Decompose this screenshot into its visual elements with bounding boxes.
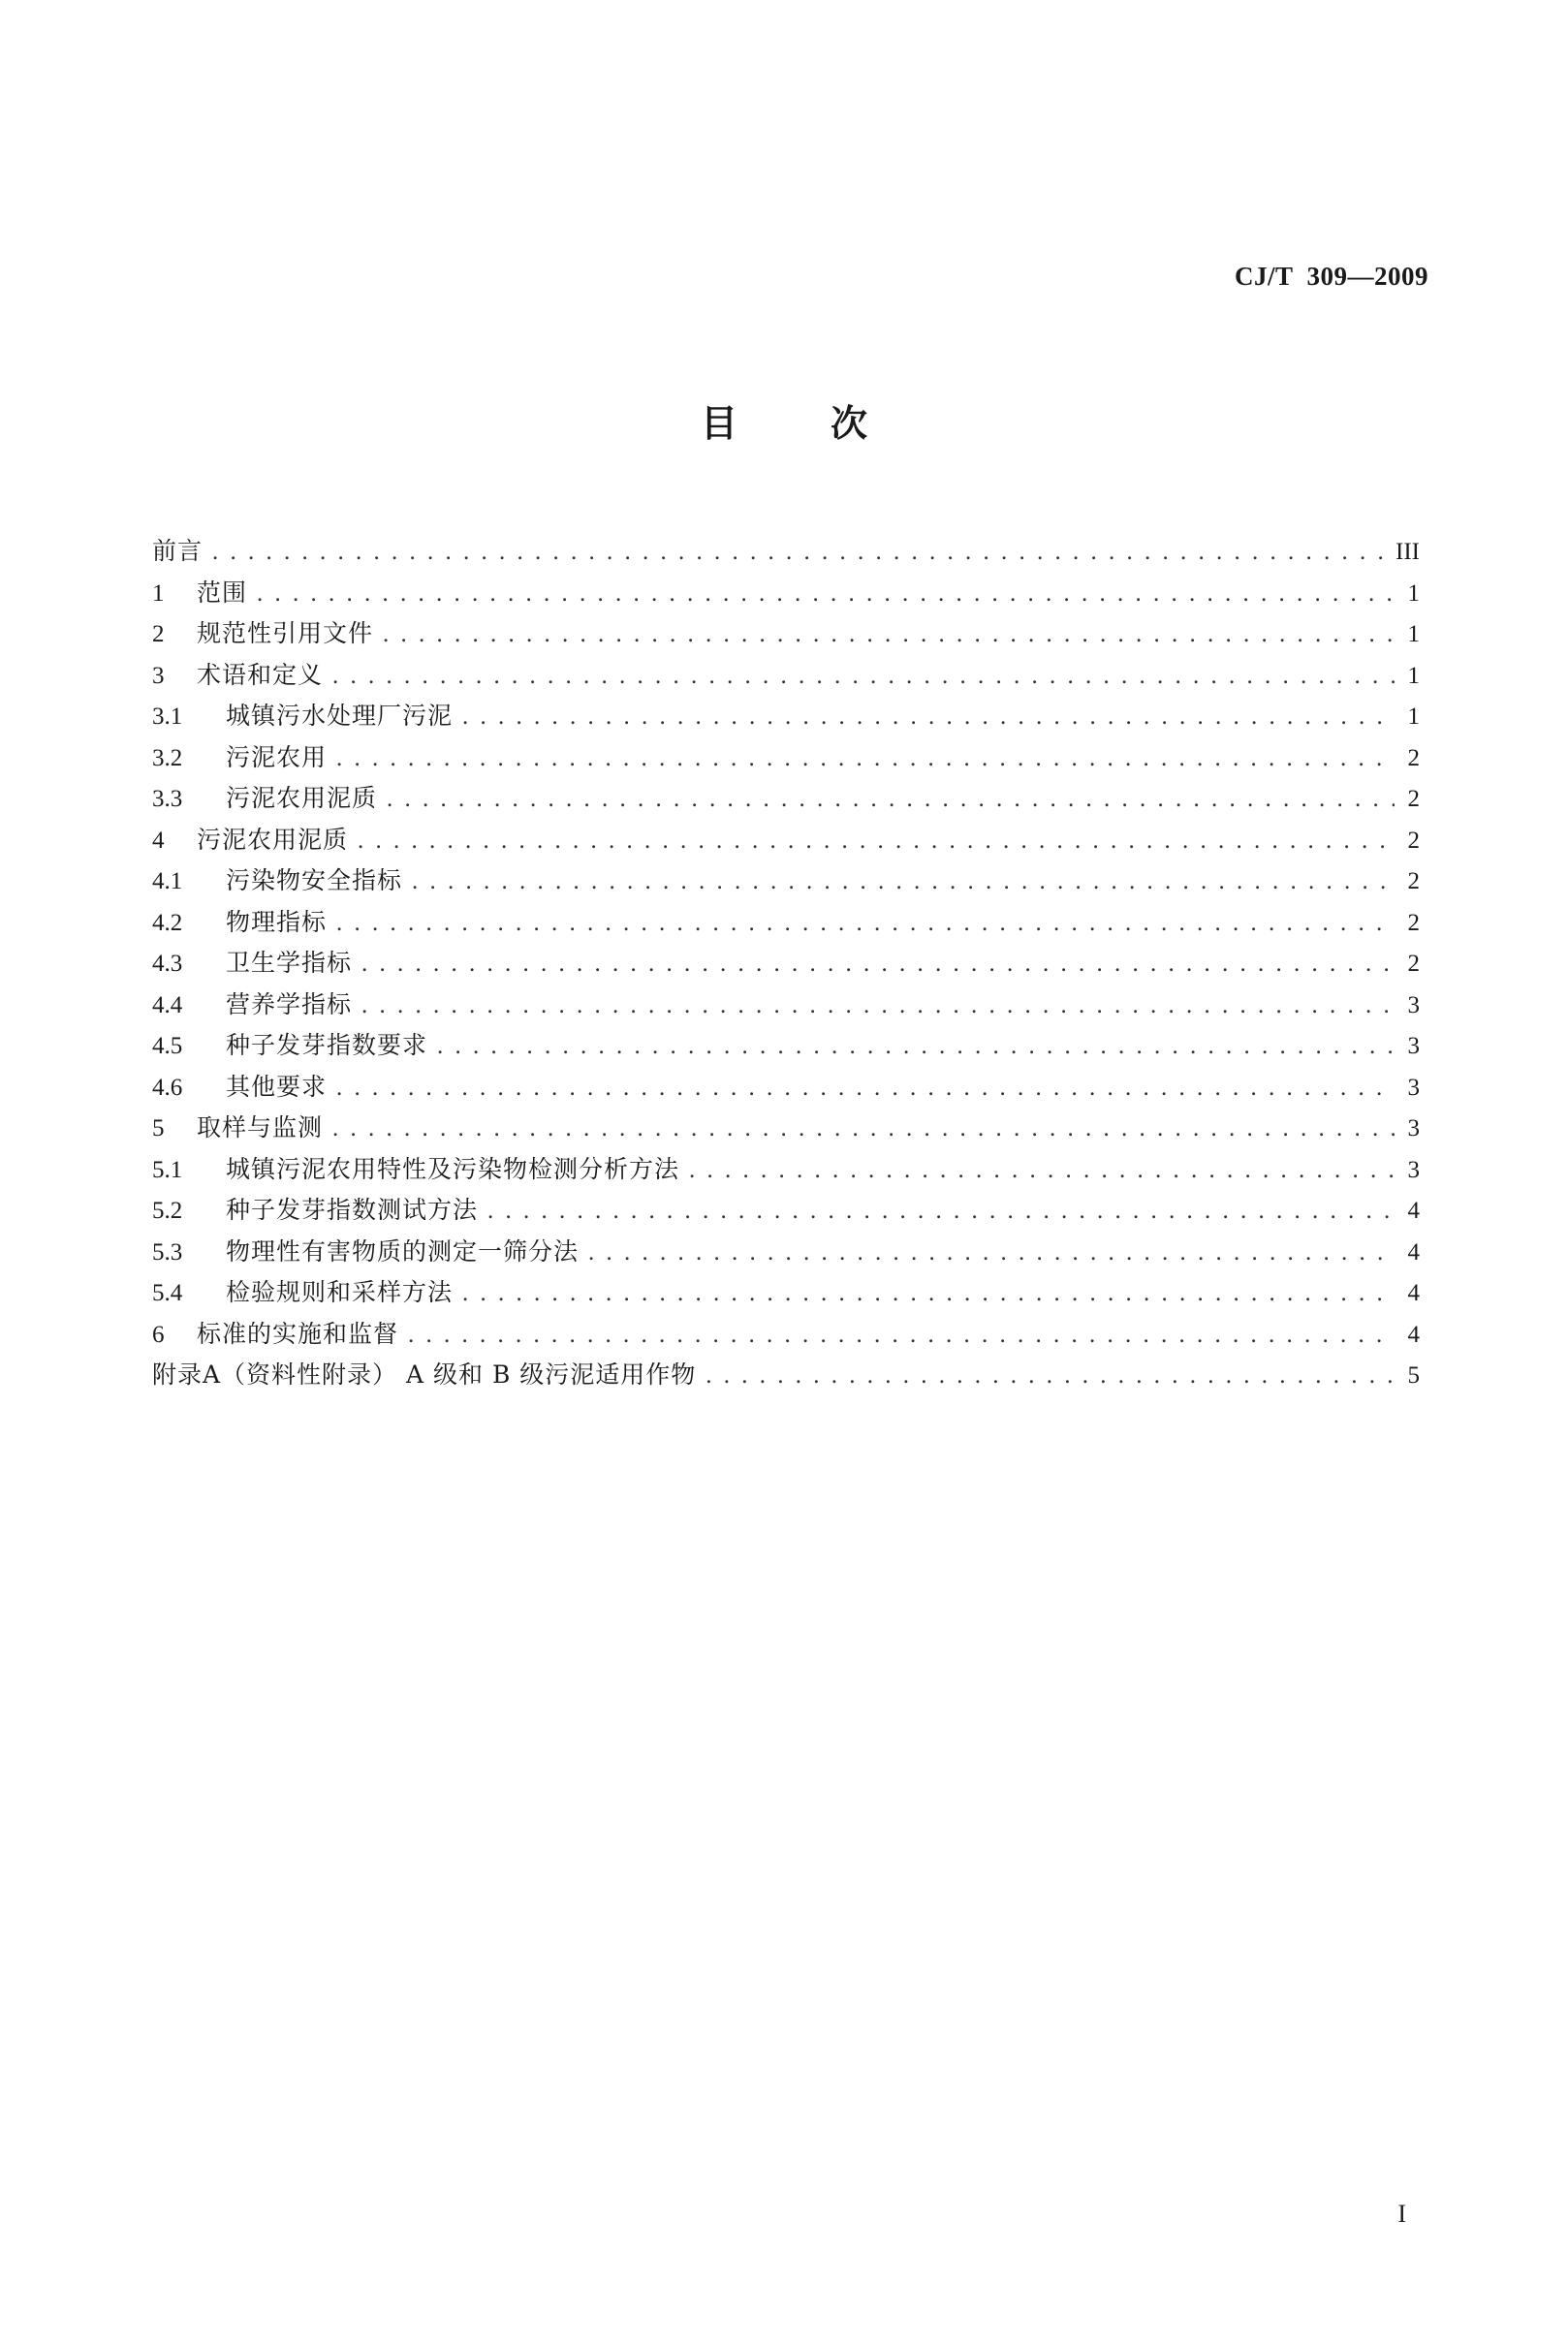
toc-entry-label: 取样与监测 [197, 1113, 324, 1141]
toc-entry-page: III [1396, 539, 1420, 565]
toc-entry[interactable] [152, 985, 1420, 1026]
toc-dot-leader [361, 985, 1395, 1027]
toc-entry-page: 2 [1407, 909, 1420, 936]
toc-entry-number: 2 [152, 621, 165, 647]
toc-entry-label: 卫生学指标 [226, 949, 353, 977]
toc-entry-number: 3.3 [152, 786, 183, 812]
toc-entry-label: 污泥农用泥质 [197, 825, 349, 854]
toc-dot-leader [358, 821, 1395, 862]
toc-entry[interactable] [152, 860, 1420, 902]
toc-dot-leader [462, 697, 1395, 738]
toc-entry-number: 1 [152, 579, 165, 607]
toc-entry[interactable] [152, 820, 1420, 861]
toc-entry[interactable] [152, 943, 1420, 985]
toc-dot-leader [332, 656, 1395, 698]
toc-entry[interactable] [152, 1232, 1420, 1273]
toc-entry-page: 4 [1407, 1280, 1420, 1306]
toc-entry-label: 污泥农用 [226, 742, 328, 771]
toc-entry[interactable] [152, 613, 1420, 655]
toc-entry-page: 2 [1407, 827, 1420, 854]
toc-entry-number: 4.5 [152, 1033, 183, 1059]
toc-entry[interactable] [152, 573, 1420, 614]
toc-entry-label: 城镇污泥农用特性及污染物检测分析方法 [226, 1154, 680, 1183]
toc-entry-page: 2 [1407, 951, 1420, 977]
toc-entry-number: 3.2 [152, 744, 183, 771]
toc-entry-page: 1 [1407, 662, 1420, 689]
toc-entry-page: 4 [1407, 1321, 1420, 1348]
toc-entry-page: 1 [1407, 704, 1420, 730]
toc-entry-number: 5.4 [152, 1280, 183, 1306]
toc-entry-label: 污泥农用泥质 [226, 784, 378, 812]
toc-entry-page: 1 [1407, 621, 1420, 647]
toc-dot-leader [361, 944, 1395, 985]
toc-entry-label: 营养学指标 [226, 989, 353, 1018]
toc-entry-page: 5 [1407, 1362, 1420, 1389]
toc-entry-number: 5.2 [152, 1198, 183, 1224]
toc-entry-label: 规范性引用文件 [197, 619, 374, 647]
toc-entry-page: 1 [1407, 579, 1420, 607]
toc-entry[interactable] [152, 902, 1420, 944]
toc-entry-number: 4.1 [152, 868, 183, 894]
toc-dot-leader [332, 1109, 1395, 1150]
toc-entry[interactable] [152, 1272, 1420, 1314]
document-code: CJ/T 309—2009 [1234, 262, 1428, 291]
toc-entry-label: 种子发芽指数测试方法 [226, 1196, 479, 1224]
toc-dot-leader [412, 861, 1395, 903]
toc-entry-label: 污染物安全指标 [226, 866, 403, 894]
toc-entry-page: 4 [1407, 1238, 1420, 1266]
toc-entry-page: 3 [1407, 1115, 1420, 1141]
toc-entry-number: 4.6 [152, 1074, 183, 1101]
toc-entry-label: 检验规则和采样方法 [226, 1278, 454, 1306]
toc-entry-number: 4 [152, 827, 165, 854]
toc-entry-number: 5 [152, 1115, 165, 1141]
toc-entry-number: 3.1 [152, 704, 183, 730]
toc-dot-leader [336, 1068, 1395, 1110]
toc-entry-page: 2 [1407, 786, 1420, 812]
toc-dot-leader [212, 532, 1386, 574]
toc-entry-number: 4.4 [152, 991, 183, 1018]
toc-entry-number: 4.3 [152, 951, 183, 977]
toc-dot-leader [689, 1150, 1395, 1192]
toc-entry-page: 3 [1407, 1033, 1420, 1059]
toc-entry[interactable] [152, 1067, 1420, 1109]
toc-entry-label: 其他要求 [226, 1072, 328, 1101]
toc-dot-leader [462, 1273, 1395, 1315]
toc-entry[interactable] [152, 531, 1420, 573]
toc-entry-label: 附录A（资料性附录） A 级和 B 级污泥适用作物 [152, 1360, 697, 1389]
toc-dot-leader [383, 614, 1395, 656]
toc-entry-page: 2 [1407, 744, 1420, 771]
toc-entry-number: 3 [152, 662, 165, 689]
toc-entry[interactable] [152, 778, 1420, 820]
toc-entry-label: 术语和定义 [197, 660, 324, 689]
page-title: 目次 [700, 402, 960, 445]
toc-entry-number: 4.2 [152, 909, 183, 936]
toc-entry[interactable] [152, 696, 1420, 737]
toc-dot-leader [437, 1026, 1395, 1068]
toc-entry[interactable] [152, 655, 1420, 697]
toc-entry[interactable] [152, 1025, 1420, 1067]
toc-entry[interactable] [152, 1108, 1420, 1149]
toc-entry-label: 城镇污水处理厂污泥 [226, 702, 454, 730]
toc-entry[interactable] [152, 1190, 1420, 1232]
toc-entry-number: 5.3 [152, 1238, 183, 1266]
toc-entry-label: 种子发芽指数要求 [226, 1031, 428, 1059]
toc-dot-leader [706, 1356, 1395, 1397]
toc-entry-number: 6 [152, 1321, 165, 1348]
toc-entry-label: 范围 [197, 578, 248, 607]
toc-dot-leader [408, 1315, 1395, 1357]
toc-dot-leader [257, 574, 1395, 615]
toc-entry-label: 物理性有害物质的测定一筛分法 [226, 1236, 580, 1266]
toc-entry-page: 3 [1407, 1156, 1420, 1183]
toc-entry-number: 5.1 [152, 1156, 183, 1183]
toc-dot-leader [336, 738, 1395, 780]
toc-dot-leader [387, 779, 1395, 821]
toc-entry-label: 物理指标 [226, 907, 328, 936]
page-number: I [1397, 2200, 1406, 2228]
toc-entry-page: 3 [1407, 1074, 1420, 1101]
toc-dot-leader [336, 903, 1395, 945]
toc-entry[interactable] [152, 1149, 1420, 1191]
toc-entry-label: 标准的实施和监督 [197, 1319, 399, 1348]
toc-entry[interactable] [152, 1355, 1420, 1396]
toc-entry-page: 4 [1407, 1198, 1420, 1224]
toc-entry-page: 2 [1407, 868, 1420, 894]
toc-entry[interactable] [152, 737, 1420, 779]
toc-entry[interactable] [152, 1314, 1420, 1356]
toc-dot-leader [487, 1191, 1395, 1233]
toc-entry-label: 前言 [152, 537, 204, 565]
toc-dot-leader [588, 1233, 1395, 1274]
toc-entry-page: 3 [1407, 991, 1420, 1018]
table-of-contents [152, 531, 1420, 1396]
